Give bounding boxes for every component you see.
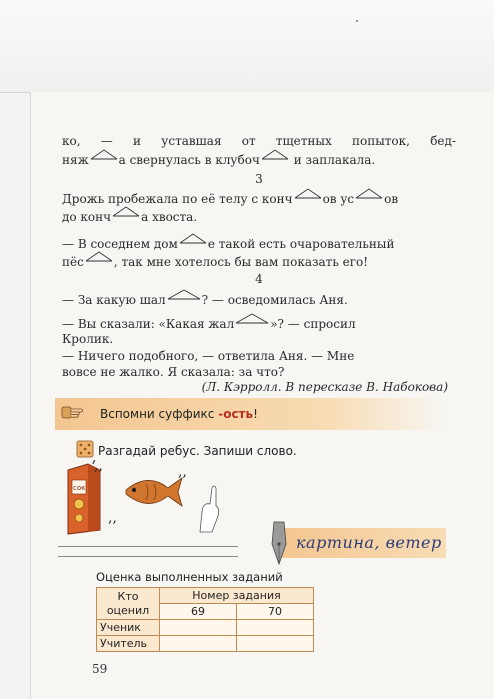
answer-line xyxy=(58,546,238,547)
pen-nib-icon xyxy=(264,520,294,566)
text-line-6 xyxy=(62,254,456,269)
task-number: 70 xyxy=(236,604,313,620)
header-task-number: Номер задания xyxy=(160,588,314,604)
word: уставшая xyxy=(161,134,222,148)
comma-icon: ,, xyxy=(108,510,117,526)
hand-icon xyxy=(200,486,219,532)
text-line-8 xyxy=(62,316,456,331)
fish-icon xyxy=(126,478,182,506)
header-who xyxy=(97,588,160,620)
text-line-10: — Ничего подобного, — ответила Аня. — Мне xyxy=(62,349,355,363)
section-number-4: 4 xyxy=(255,272,263,286)
hint-prefix: Вспомни суффикс xyxy=(100,407,219,421)
text-part: , так мне хотелось бы вам показать его! xyxy=(113,255,369,269)
suffix-mark-icon xyxy=(260,152,290,164)
word: тщетных xyxy=(275,134,332,148)
table-row xyxy=(97,620,314,636)
box-label: сок xyxy=(73,484,86,492)
speck xyxy=(356,20,358,22)
previous-page-edge xyxy=(0,0,494,93)
table-row xyxy=(97,588,314,604)
text-part: — Вы сказали: «Какая жал xyxy=(62,317,235,331)
text-part: пёс xyxy=(62,255,84,269)
text-line-11: вовсе не жалко. Я сказала: за что? xyxy=(62,365,285,379)
task-number: 69 xyxy=(160,604,237,620)
word: попыток, xyxy=(352,134,410,148)
word: — xyxy=(100,134,113,148)
row-label: Ученик xyxy=(97,620,160,636)
suffix-mark-icon xyxy=(354,191,384,203)
text-line-5 xyxy=(62,236,456,251)
suffix-mark-icon xyxy=(166,292,202,304)
task-instruction: Разгадай ребус. Запиши слово. xyxy=(98,444,297,458)
text-part: е такой есть очаровательный xyxy=(207,237,395,251)
answer-handwriting: картина, ветер xyxy=(296,533,442,552)
suffix-mark-icon xyxy=(111,209,141,221)
text-part: а свернулась в клубоч xyxy=(118,153,260,167)
row-label: Учитель xyxy=(97,636,160,652)
header-who-line1: Кто xyxy=(117,589,139,603)
text-line-7 xyxy=(62,292,456,307)
text-line-1 xyxy=(62,134,456,148)
text-part: Дрожь пробежала по её телу с конч xyxy=(62,192,293,206)
citation: (Л. Кэрролл. В пересказе В. Набокова) xyxy=(201,380,448,394)
text-part: а хвоста. xyxy=(141,210,198,224)
grade-cell[interactable] xyxy=(236,620,313,636)
table-row xyxy=(97,636,314,652)
text-part: — За какую шал xyxy=(62,293,166,307)
pointing-hand-icon xyxy=(60,400,84,424)
grade-cell[interactable] xyxy=(160,636,237,652)
suffix-mark-icon xyxy=(234,316,270,328)
text-part: »? — спросил xyxy=(270,317,356,331)
text-line-2 xyxy=(62,152,456,167)
suffix-mark-icon xyxy=(89,152,119,164)
text-part: ов ус xyxy=(322,192,355,206)
hint-text xyxy=(100,407,258,421)
evaluation-table xyxy=(96,587,314,652)
text-part: и заплакала. xyxy=(293,153,376,167)
rebus-picture xyxy=(60,460,240,540)
suffix-mark-icon xyxy=(293,191,323,203)
word: от xyxy=(241,134,256,148)
puzzle-dice-icon xyxy=(76,440,94,458)
text-part: до конч xyxy=(62,210,112,224)
section-number-3: 3 xyxy=(255,172,263,186)
text-part: — В соседнем дом xyxy=(62,237,178,251)
header-who-line2: оценил xyxy=(106,603,150,617)
suffix-mark-icon xyxy=(178,236,208,248)
answer-line xyxy=(58,556,238,557)
suffix-mark-icon xyxy=(84,254,114,266)
text-part: ов xyxy=(384,192,399,206)
word: ко, xyxy=(62,134,81,148)
evaluation-title: Оценка выполненных заданий xyxy=(96,570,283,584)
page-number: 59 xyxy=(92,662,108,676)
text-line-4 xyxy=(62,209,456,224)
text-line-3 xyxy=(62,191,456,206)
hint-end: ! xyxy=(253,407,258,421)
grade-cell[interactable] xyxy=(160,620,237,636)
text-part: ? — осведомилась Аня. xyxy=(201,293,348,307)
word: бед- xyxy=(430,134,456,148)
text-part: няж xyxy=(62,153,89,167)
comma-icon: ,, xyxy=(94,460,103,474)
text-line-9: Кролик. xyxy=(62,332,114,346)
hint-suffix: -ость xyxy=(218,407,254,421)
word: и xyxy=(133,134,142,148)
comma-icon: ,, xyxy=(178,464,187,480)
grade-cell[interactable] xyxy=(236,636,313,652)
